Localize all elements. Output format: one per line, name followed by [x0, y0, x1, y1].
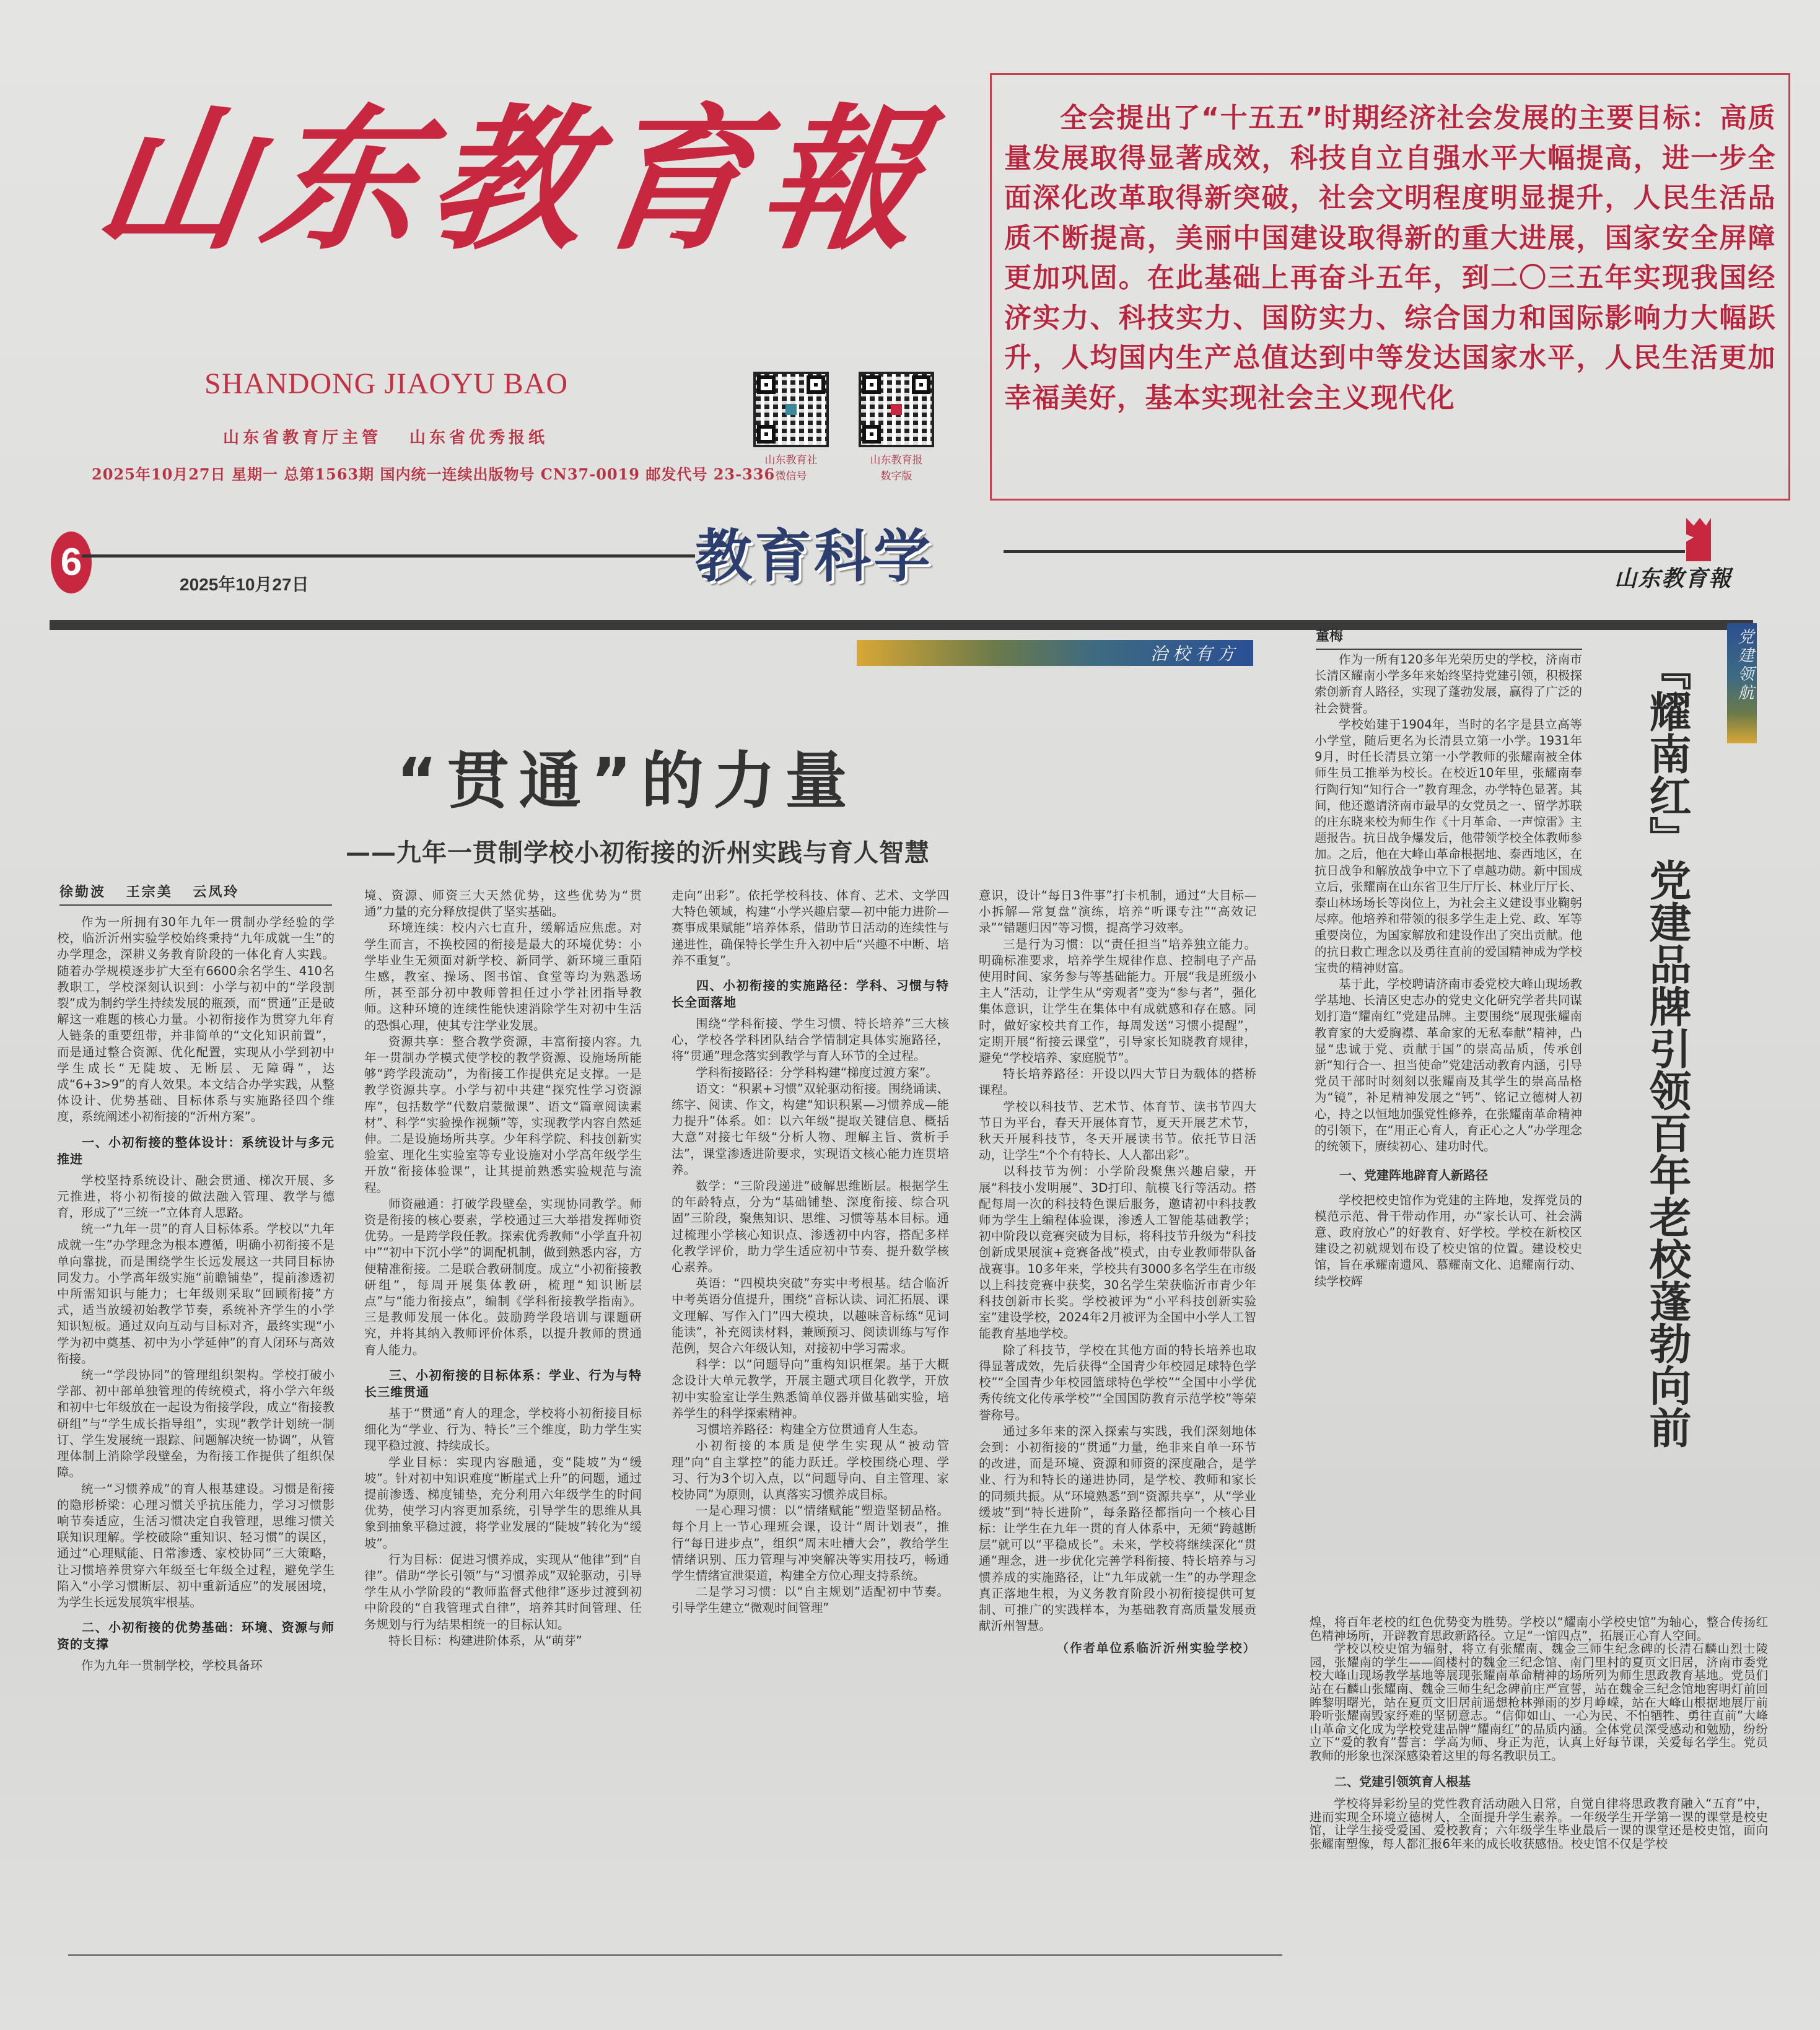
qr-code-icon — [859, 372, 934, 447]
paragraph: 学业目标：实现内容融通，变“陡坡”为“缓坡”。针对初中知识难度“断崖式上升”的问题，通过提前渗透、梯度铺垫，充分利用六年级学生的时间优势，使学习内容更加系统，引导学生的思维从具象到抽象平稳过渡，将学业发展的“陡坡”转化为“缓坡”。 — [364, 1455, 642, 1551]
newspaper-logo: 山东教育報 — [86, 89, 942, 271]
paragraph: 资源共享：整合教学资源，丰富衔接内容。九年一贯制办学模式使学校的教学资源、设施场所能够“跨学段流动”，为衔接工作提供充足支撑。一是教学资源共享。小学与初中共建“探究性学习资源库”，包括数学“代数启蒙微课”、语文“篇章阅读素材”、科学“实验操作视频”等，实现教学内容自然延伸。二是设施场所共享。少年科学院、科技创新实验室、理化生实验室等专业设施对小学高年级学生开放“衔接体验课”，让其提前熟悉实验规范与流程。 — [364, 1034, 642, 1195]
paragraph: 除了科技节，学校在其他方面的特长培养也取得显著成效，先后获得“全国青少年校园足球特色学校”“全国青少年校园篮球特色学校”“全国中小学优秀传统文化传承学校”“全国国防教育示范学校”等荣誉称号。 — [979, 1342, 1256, 1422]
paragraph: 学校以科技节、艺术节、体育节、读书节四大节日为平台，春天开展体育节，夏天开展艺术节，秋天开展科技节，冬天开展读书节。依托节日活动，让学生“个个有特长、人人都出彩”。 — [979, 1099, 1256, 1163]
article-byline: 董梅 — [1316, 626, 1582, 650]
paragraph: 二是学习习惯：以“自主规划”适配初中节奏。引导学生建立“微观时间管理” — [672, 1585, 949, 1616]
paragraph: 作为一所有120多年光荣历史的学校，济南市长清区耀南小学多年来始终坚持党建引领，积极探索创新育人路径，实现了蓬勃发展，赢得了广泛的社会赞誉。 — [1315, 652, 1582, 715]
section-heading: 四、小初衔接的实施路径：学科、习惯与特长全面落地 — [672, 978, 949, 1010]
paragraph: 特长培养路径：开设以四大节日为载体的搭桥课程。 — [979, 1067, 1256, 1098]
right-article-wide-column — [1310, 1616, 1768, 1851]
masthead — [0, 0, 985, 508]
header-rule-left — [82, 554, 695, 558]
paragraph: 特长目标：构建进阶体系，从“萌芽” — [388, 1633, 582, 1648]
page-number: 6 — [51, 532, 92, 593]
qr-wechat[interactable] — [751, 372, 831, 484]
paragraph: 基于此，学校聘请济南市委党校大峰山现场教学基地、长清区史志办的党史文化研究学者共同谋划打造“耀南红”党建品牌。主要围绕“展现张耀南教育家的大爱胸襟、革命家的无私奉献”精神，凸显“忠诚于党、贡献于国”的崇高品质，传承创新“知行合一、担当使命”党建活动教育内涵，引导党员干部时时刻刻以张耀南及其学生的崇高品格为“镜”，补足精神发展之“钙”、铭记立德树人初心，持之以恒地加强党性修养，在张耀南革命精神的引领下，在“用正心育人，育正心之人”办学理念的统领下，赓续初心、建功时代。 — [1315, 977, 1582, 1154]
column-tag-bar-vertical — [1727, 623, 1757, 743]
paragraph: 学校把校史馆作为党建的主阵地，发挥党员的模范示范、骨干带动作用，办“家长认可、社会满意、政府放心”的好教育、好学校。学校在新校区建设之初就规划布设了校史馆的位置。建设校史馆，旨在承耀南遗风、慕耀南文化、追耀南行动、续学校辉 — [1315, 1192, 1582, 1288]
page-date: 2025年10月27日 — [180, 575, 309, 594]
paragraph: 小初衔接的本质是使学生实现从“被动管理”向“自主掌控”的能力跃迁。学校围绕心理、学习、行为3个切入点，以“问题导向、自主管理、家校协同”为原则，认真落实习惯养成目标。 — [672, 1438, 949, 1502]
paragraph: 以科技节为例：小学阶段聚焦兴趣启蒙，开展“科技小发明展”、3D打印、航模飞行等活动。搭配每周一次的科技特色课后服务，邀请初中科技教师为学生上编程体验课，渗透人工智能基础教学；初中阶段以竞赛突破为目标，将科技节升级为“科技创新成果展演+竞赛备战”模式，由专业教师带队备战赛事。10多年来，学校共有3000多名学生在市级以上科技竞赛中获奖，30名学生荣获临沂市青少年科技创新市长奖。学校被评为“小平科技创新实验室”建设学校，2024年2月被评为全国中小学人工智能教育基地学校。 — [979, 1164, 1256, 1341]
article-column-2 — [364, 888, 642, 1649]
article-subtitle: ——九年一贯制学校小初衔接的沂州实践与育人智慧 — [346, 839, 930, 867]
newspaper-pinyin-name: SHANDONG JIAOYU BAO — [204, 367, 569, 400]
paragraph: 师资融通：打破学段壁垒，实现协同教学。师资是衔接的核心要素，学校通过三大举措发挥师资优势。一是跨学段任教。探索优秀教师“小学直升初中”“初中下沉小学”的调配机制，做到熟悉内容，方便精准衔接。二是联合教研制度。成立“小初衔接教研组”，每周开展集体教研，梳理“知识断层点”与“能力衔接点”，编制《学科衔接教学指南》。三是教师发展一体化。鼓励跨学段培训与课题研究，并将其纳入教师评价体系，以提升教师的贯通育人能力。 — [364, 1196, 642, 1357]
sponsor-line: 山东省教育厅主管 山东省优秀报纸 — [223, 429, 549, 447]
paragraph: 数学：“三阶段递进”破解思维断层。根据学生的年龄特点，分为“基础铺垫、深度衔接、综合巩固”三阶段，聚焦知识、思维、习惯等基本目标。通过梳理小学核心知识点、渗透初中内容，搭配多样化教学评价，助力学生适应初中节奏、提升数学核心素养。 — [672, 1179, 949, 1275]
header-rule-right — [1004, 550, 1685, 553]
qr-caption: 山东教育报 数字版 — [870, 454, 923, 483]
section-heading: 二、党建引领筑育人根基 — [1334, 1774, 1471, 1789]
paragraph: 基于“贯通”育人的理念，学校将小初衔接目标细化为“学业、行为、特长”三个维度，助力学生实现平稳过渡、持续成长。 — [364, 1406, 642, 1453]
article-title-vertical: 『耀南红』党建品牌引领百年老校蓬勃向前 — [1642, 648, 1691, 1448]
paragraph: 意识，设计“每日3件事”打卡机制，通过“大目标—小拆解—常复盘”演练，培养“听课专注”“高效记录”“错题归因”等习惯，提高学习效率。 — [979, 888, 1256, 935]
article-bottom-rule — [68, 1954, 1282, 1956]
right-article-narrow-column — [1315, 652, 1582, 1290]
paragraph: 学校将异彩纷呈的党性教育活动融入日常，自觉自律将思政教育融入“五育”中，进而实现全环境立德树人，全面提升学生素养。一年级学生开学第一课的课堂是校史馆，让学生接受爱国、爱校教育；六年级学生毕业最后一课的课堂还是校史馆，面向张耀南塑像，每人都汇报6年来的成长收获感悟。校史馆不仅是学校 — [1310, 1796, 1768, 1851]
paragraph: 通过多年来的深入探索与实践，我们深刻地体会到：小初衔接的“贯通”力量，绝非来自单一环节的改进，而是环境、资源和师资的深度融合，是学业、行为和特长的递进协同，是学校、教师和家长的同频共振。从“环境熟悉”到“资源共享”，从“学业缓坡”到“特长进阶”，每条路径都指向一个核心目标：让学生在九年一贯的育人体系中，无须“跨越断层”就可以“平稳成长”。未来，学校将继续深化“贯通”理念，进一步优化完善学科衔接、特长培养与习惯养成的实施路径，让“九年成就一生”的办学理念真正落地生根，为义务教育阶段小初衔接提供可复制、可推广的实践样本，为基础教育高质量发展贡献沂州智慧。 — [979, 1424, 1256, 1634]
paragraph: 学校坚持系统设计、融会贯通、梯次开展、多元推进，将小初衔接的做法融入管理、教学与德育，形成了“三统一”立体育人思路。 — [57, 1173, 335, 1220]
paragraph: 煌，将百年老校的红色优势变为胜势。学校以“耀南小学校史馆”为轴心，整合传扬红色精神场所，开辟教育思政新路径。立足“一馆四点”，拓展正心育人空间。 — [1310, 1615, 1768, 1643]
newspaper-emblem-icon — [1686, 518, 1711, 561]
section-heading: 一、党建阵地辟育人新路径 — [1339, 1168, 1488, 1183]
section-title: 教育科学 — [695, 523, 934, 590]
paragraph: 境、资源、师资三大天然优势，这些优势为“贯通”力量的充分释放提供了坚实基础。 — [364, 888, 642, 919]
paragraph: 走向“出彩”。依托学校科技、体育、艺术、文学四大特色领域，构建“小学兴趣启蒙—初中能力进阶—赛事成果赋能”培养体系，借助节日活动的连续性与递进性，确保特长学生升入初中后“兴趣不中断、培养不重复”。 — [672, 888, 949, 968]
article-column-3 — [672, 888, 949, 1617]
announcement-text: 全会提出了“十五五”时期经济社会发展的主要目标：高质量发展取得显著成效，科技自立自强水平大幅提高，进一步全面深化改革取得新突破，社会文明程度明显提升，人民生活品质不断提高，美丽中国建设取得新的重大进展，国家安全屏障更加巩固。在此基础上再奋斗五年，到二〇三五年实现我国经济实力、科技实力、国防实力、综合国力和国际影响力大幅跃升，人均国内生产总值达到中等发达国家水平，人民生活更加幸福美好，基本实现社会主义现代化 — [1004, 102, 1776, 414]
paragraph: 学校始建于1904年，当时的名字是县立高等小学堂，随后更名为长清县立第一小学。1931年9月，时任长清县立第一小学教师的张耀南被全体师生员工推举为校长。在校近10年里，张耀南奉行陶行知“知行合一”教育理念，办学特色显著。其间，他还邀请济南市最早的女党员之一、留学苏联的庄东晓来校为师生作《十月革命、一声惊雷》主题报告。抗日战争爆发后，他带领学校全体教师参加。之后，他在大峰山革命根据地、泰西地区，在抗日战争和解放战争中立下了卓越功勋。新中国成立后，张耀南在山东省卫生厅厅长、林业厅厅长、泰山林场场长等岗位上，为社会主义建设事业鞠躬尽瘁。他培养和带领的很多学生走上党、政、军等重要岗位，为国家解放和建设作出了突出贡献。他的抗日救亡理念以及勇往直前的爱国精神成为学校宝贵的精神财富。 — [1315, 717, 1582, 975]
mini-newspaper-logo: 山东教育報 — [1614, 566, 1733, 592]
paragraph: 一是心理习惯：以“情绪赋能”塑造坚韧品格。每个月上一节心理班会课，设计“周计划表”，推行“每日进步点”，组织“周末吐槽大会”，教给学生情绪识别、压力管理与冲突解决等实用技巧，畅通学生情绪宣泄渠道，构建全方位心理支持系统。 — [672, 1503, 949, 1583]
section-heading: 三、小初衔接的目标体系：学业、行为与特长三维贯通 — [364, 1367, 642, 1399]
paragraph: 围绕“学科衔接、学生习惯、特长培养”三大核心，学校各学科团队结合学情制定具体实施路径，将“贯通”理念落实到教学与育人环节的全过程。 — [672, 1017, 949, 1064]
paragraph: 统一“习惯养成”的育人根基建设。习惯是衔接的隐形桥梁：心理习惯关乎抗压能力，学习习惯影响节奏适应，生活习惯决定自我管理，思维习惯关联知识理解。学校破除“重知识、轻习惯”的误区，通过“心理赋能、日常渗透、家校协同”三大策略，让习惯培养贯穿六年级至七年级全过程，避免学生陷入“小学习惯断层、初中重新适应”的发展困境，为学生长远发展筑牢根基。 — [57, 1481, 335, 1609]
article-title: “贯通”的力量 — [396, 745, 857, 817]
column-tag: 党建领航 — [1735, 628, 1754, 702]
article-column-1 — [57, 914, 335, 1674]
paragraph: 统一“九年一贯”的育人目标体系。学校以“九年成就一生”办学理念为根本遵循，明确小初衔接不是单向靠拢，而是围绕学生长远发展这一共同目标协同发力。小学高年级实施“前瞻铺垫”，提前渗透初中所需知识与能力；七年级则采取“回顾衔接”方式，适当放缓初始教学节奏，系统补齐学生的小学知识短板。通过双向互动与目标对齐，最终实现“小学为初中奠基、初中为小学延伸”的育人闭环与高效衔接。 — [57, 1222, 335, 1366]
qr-caption: 山东教育社 微信号 — [764, 454, 818, 483]
issue-info: 2025年10月27日 星期一 总第1563期 国内统一连续出版物号 CN37-0019 邮发代号 23-336 — [92, 465, 776, 483]
author-affiliation: （作者单位系临沂沂州实验学校） — [1056, 1641, 1256, 1656]
paragraph: 科学：以“问题导向”重构知识框架。基于大概念设计大单元教学，开展主题式项目化教学，开放初中实验室让学生熟悉简单仪器并做基础实验，培养学生的科学探索精神。 — [672, 1357, 949, 1420]
article-column-4 — [979, 888, 1256, 1657]
paragraph: 作为一所拥有30年九年一贯制办学经验的学校，临沂沂州实验学校始终秉持“九年成就一生”的办学理念，深耕义务教育阶段的一体化育人实践。随着办学规模逐步扩大至有6600余名学生、410名教职工，学校深刻认识到：小学与初中的“学段割裂”成为制约学生持续发展的瓶颈，而“贯通”正是破解这一难题的核心力量。小初衔接作为贯穿九年育人链条的重要纽带，并非简单的“文化知识前置”，而是通过整合资源、优化配置，实现从小学到初中学生成长“无陡坡、无断层、无障碍”，达成“6+3>9”的育人效果。本文结合办学实践，从整体设计、优势基础、目标体系与实施路径四个维度，系统阐述小初衔接的“沂州方案”。 — [57, 915, 335, 1124]
column-tag-bar — [857, 640, 1253, 666]
qr-digital-edition[interactable] — [856, 372, 937, 484]
qr-code-icon — [753, 372, 829, 447]
paragraph: 环境连续：校内六七直升，缓解适应焦虑。对学生而言，不换校园的衔接是最大的环境优势：小学毕业生无须面对新学校、新同学、新环境三重陌生感，教室、操场、图书馆、食堂等均为熟悉场所，甚至部分初中教师曾担任过小学社团指导教师。这种环境的连续性能快速消除学生对初中生活的恐惧心理，使其专注学业发展。 — [364, 921, 642, 1033]
section-heading: 二、小初衔接的优势基础：环境、资源与师资的支撑 — [57, 1620, 335, 1652]
paragraph: 统一“学段协同”的管理组织架构。学校打破小学部、初中部单独管理的传统模式，将小学六年级和初中七年级放在一起设为衔接学段，成立“衔接教研组”与“学生成长指导组”，实现“教学计划统一制订、学生发展统一跟踪、问题解决统一协调”，从管理体制上消除学段壁垒，为衔接工作提供了组织保障。 — [57, 1368, 335, 1480]
paragraph: 学校以校史馆为辐射，将立有张耀南、魏金三师生纪念碑的长清石麟山烈士陵园，张耀南的学生——阎楼村的魏金三纪念馆、南门里村的夏页文旧居，济南市委党校大峰山现场教学基地等展现张耀南革命精神的场所列为师生思政教育基地。党员们站在石麟山张耀南、魏金三师生纪念碑前庄严宣誓，站在魏金三纪念馆地窖明灯前回眸黎明曙光，站在夏页文旧居前遥想枪林弹雨的岁月峥嵘，站在大峰山根据地展厅前聆听张耀南毁家纾难的坚韧意志。“信仰如山、一心为民、不怕牺牲、勇往直前”大峰山革命文化成为学校党建品牌“耀南红”的品质内涵。全体党员深受感动和勉励，纷纷立下“爱的教育”誓言：学高为师、身正为范，认真上好每节课，关爱每名学生。党员教师的形象也深深感染着这里的每名教职员工。 — [1310, 1642, 1768, 1763]
paragraph: 学科衔接路径：分学科构建“梯度过渡方案”。 — [696, 1065, 938, 1080]
column-tag: 治校有方 — [1150, 644, 1240, 664]
section-heading: 一、小初衔接的整体设计：系统设计与多元推进 — [57, 1134, 335, 1166]
article-byline: 徐勤波 王宗美 云凤玲 — [59, 882, 332, 906]
paragraph: 英语：“四模块突破”夯实中考根基。结合临沂中考英语分值提升，围绕“音标认读、词汇拓展、课文理解、写作入门”四大模块，以趣味音标练“见词能读”，补充阅读材料，兼顾预习、阅读训练与写作范例，契合六年级认知，对接初中学习需求。 — [672, 1276, 949, 1356]
paragraph: 习惯培养路径：构建全方位贯通育人生态。 — [696, 1422, 925, 1437]
paragraph: 三是行为习惯：以“责任担当”培养独立能力。明确标准要求，培养学生规律作息、控制电子产品使用时间、家务参与等基础能力。开展“我是班级小主人”活动，让学生从“旁观者”变为“参与者”，强化集体意识，让学生在集体中有成就感和存在感。同时，做好家校共育工作，每周发送“习惯小提醒”，定期开展“衔接云课堂”，引导家长知晓教育规律，避免“学校培养、家庭脱节”。 — [979, 937, 1256, 1065]
announcement-box — [990, 73, 1790, 501]
paragraph: 行为目标：促进习惯养成，实现从“他律”到“自律”。借助“学长引领”与“习惯养成”双轮驱动，引导学生从小学阶段的“教师监督式他律”逐步过渡到初中阶段的“自我管理式自律”，培养其时间管理、任务规划与行为结果相统一的目标认知。 — [364, 1552, 642, 1632]
paragraph: 作为九年一贯制学校，学校具备环 — [81, 1658, 263, 1673]
paragraph: 语文：“积累+习惯”双轮驱动衔接。围绕诵读、练字、阅读、作文，构建“知识积累—习惯养成—能力提升”体系。如：以六年级“提取关键信息、概括大意”对接七年级“分析人物、理解主旨、赏析手法”，课堂渗透进阶要求，实现语文核心能力连贯培养。 — [672, 1081, 949, 1177]
